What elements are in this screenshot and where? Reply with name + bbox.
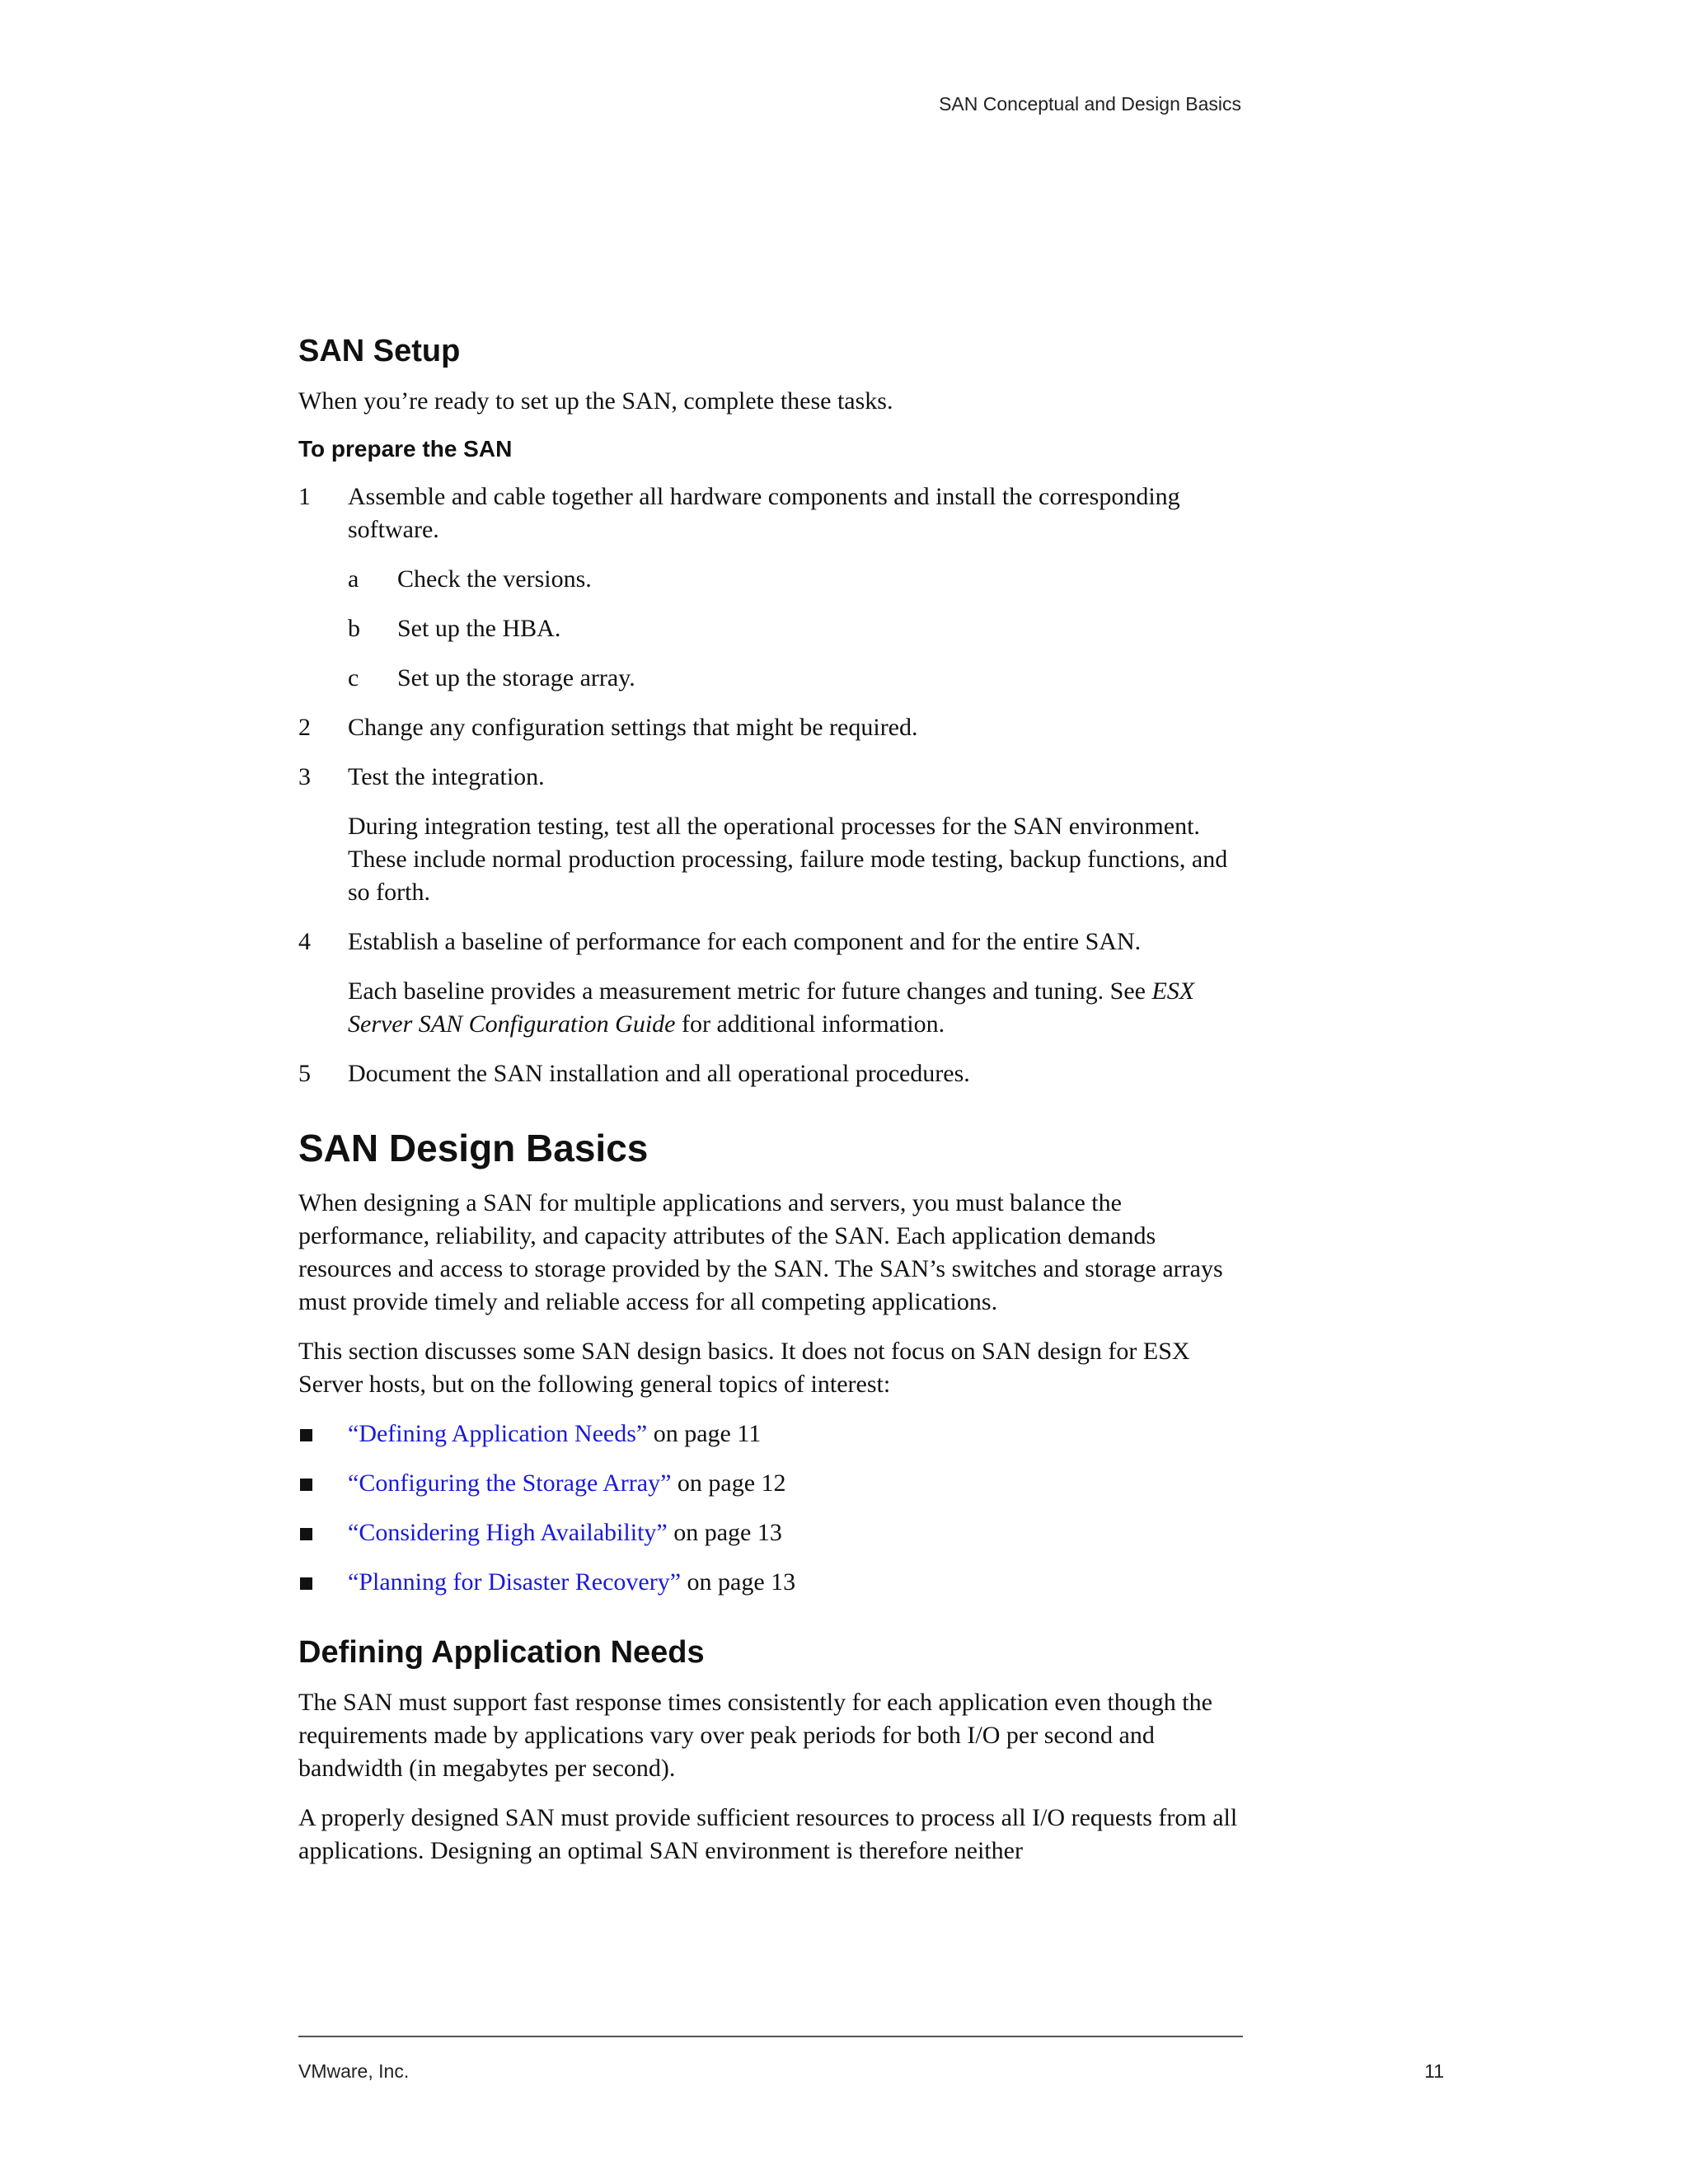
bullet-item: [298, 1467, 1245, 1500]
step-4-note-before: Each baseline provides a measurement metric for future changes and tuning. See: [348, 977, 1152, 1005]
step-text: Establish a baseline of performance for each component and for the entire SAN.: [348, 928, 1142, 956]
step-2: [298, 711, 1245, 744]
link-configuring-storage-array[interactable]: “Configuring the Storage Array”: [348, 1469, 672, 1497]
section-title-defining-application-needs: Defining Application Needs: [298, 1634, 705, 1670]
san-design-paragraph-1: When designing a SAN for multiple applications and servers, you must balance the performance, reliability, and capacity attributes of the SAN. Each application demands resources and access to storage provided by the SAN. The SAN’s switches and storage arrays must provide timely and reliable access for all competing applications.: [298, 1188, 1223, 1315]
step-text: Change any configuration settings that might be required.: [348, 714, 918, 742]
substep-a: [348, 563, 1245, 596]
page-ref: on page 11: [647, 1419, 762, 1447]
step-1: [298, 480, 1245, 546]
step-3: [298, 761, 1245, 794]
link-defining-application-needs[interactable]: “Defining Application Needs”: [348, 1419, 648, 1447]
page-ref: on page 13: [681, 1568, 796, 1596]
bullet-item: [298, 1566, 1245, 1599]
step-4: [298, 926, 1245, 958]
step-number: 3: [298, 763, 311, 791]
step-number: 4: [298, 928, 311, 956]
square-bullet-icon: [298, 1418, 348, 1451]
page-number: 11: [1424, 2060, 1444, 2082]
step-number: 1: [298, 483, 311, 511]
section-title-san-design-basics: SAN Design Basics: [298, 1127, 649, 1170]
square-bullet-icon: [298, 1566, 348, 1599]
san-setup-intro: When you’re ready to set up the SAN, complete these tasks.: [298, 387, 893, 415]
step-3-note: During integration testing, test all the operational processes for the SAN environment. These include normal production processing, failure mode testing, backup functions, and so forth.: [348, 813, 1228, 907]
page-ref: on page 12: [671, 1469, 786, 1497]
substep-text: Check the versions.: [397, 565, 592, 593]
step-text: Assemble and cable together all hardware components and install the corresponding software.: [348, 483, 1180, 544]
step-4-note: [348, 975, 1245, 1041]
footer-company: VMware, Inc.: [298, 2060, 410, 2082]
bullet-item: [298, 1516, 1245, 1549]
substep-b: [348, 612, 1245, 645]
step-text: Test the integration.: [348, 763, 545, 791]
step-4-note-after: for additional information.: [675, 1010, 945, 1038]
square-bullet-icon: [298, 1467, 348, 1500]
step-text: Document the SAN installation and all operational procedures.: [348, 1060, 970, 1088]
defining-needs-paragraph-1: The SAN must support fast response times consistently for each application even though the requirements made by applications vary over peak periods for both I/O per second and bandwidth (in megabytes per second).: [298, 1688, 1212, 1782]
san-design-paragraph-2: This section discusses some SAN design basics. It does not focus on SAN design for ESX Server hosts, but on the following general topics of interest:: [298, 1337, 1190, 1398]
substep-text: Set up the storage array.: [397, 664, 635, 692]
bullet-item: [298, 1418, 1245, 1451]
link-planning-disaster-recovery[interactable]: “Planning for Disaster Recovery”: [348, 1568, 682, 1596]
procedure-title: To prepare the SAN: [298, 435, 513, 462]
substep-text: Set up the HBA.: [397, 615, 561, 643]
step-number: 2: [298, 714, 311, 742]
step-5: [298, 1057, 1245, 1090]
substep-letter: b: [348, 615, 360, 643]
substep-c: [348, 662, 1245, 695]
page-content: [298, 334, 1245, 1884]
link-considering-high-availability[interactable]: “Considering High Availability”: [348, 1518, 668, 1546]
square-bullet-icon: [298, 1516, 348, 1549]
guide-title: ESX Server SAN Configuration Guide: [348, 977, 1195, 1038]
running-header: SAN Conceptual and Design Basics: [939, 93, 1241, 115]
footer-divider: [298, 2036, 1243, 2037]
defining-needs-paragraph-2: A properly designed SAN must provide sufficient resources to process all I/O requests from all applications. Designing an optimal SAN environment is therefore neither: [298, 1803, 1238, 1864]
page-ref: on page 13: [667, 1518, 782, 1546]
substep-letter: a: [348, 565, 359, 593]
substep-letter: c: [348, 664, 359, 692]
section-title-san-setup: SAN Setup: [298, 334, 461, 368]
step-number: 5: [298, 1060, 311, 1088]
